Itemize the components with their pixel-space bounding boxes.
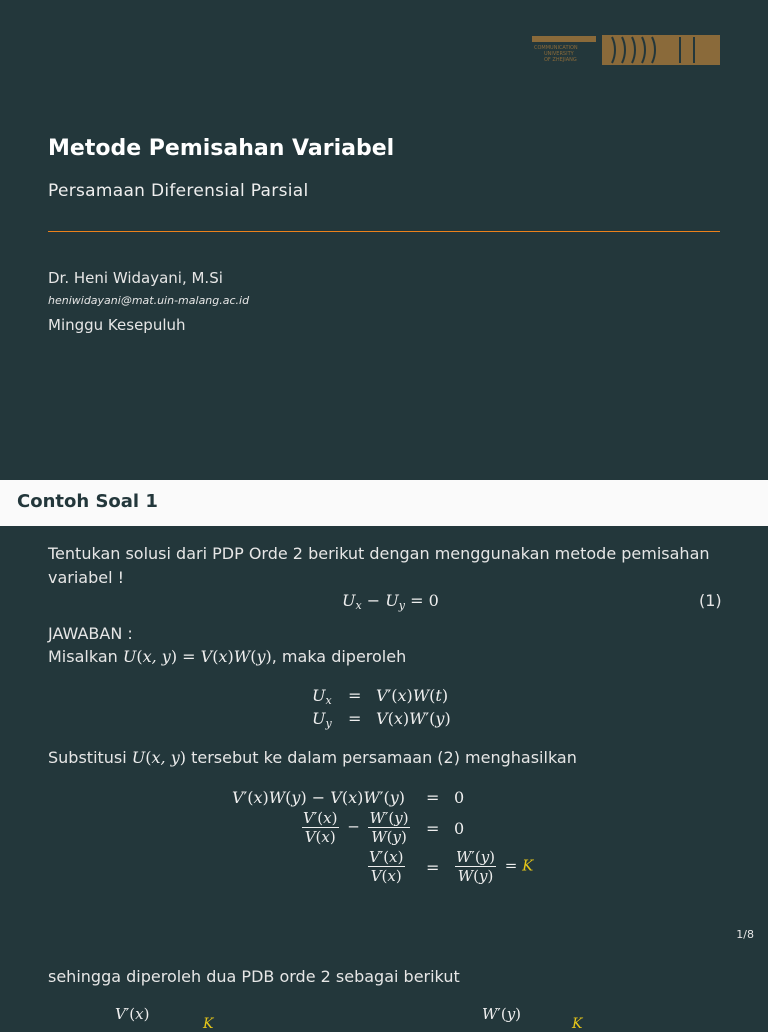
equals-sign: = bbox=[348, 686, 362, 705]
author-email: heniwidayani@mat.uin-malang.ac.id bbox=[48, 294, 250, 307]
derivative-uy: $U_y$ bbox=[312, 709, 332, 730]
derivative-uy-rhs: V(x)W′(y) bbox=[376, 709, 451, 728]
fraction-v: $\frac{V'(x)}{V(x)}$ bbox=[369, 848, 404, 885]
fraction-w: $\frac{W'(y)}{W(y)}$ bbox=[456, 848, 496, 885]
partial-constant-k: K bbox=[203, 1016, 214, 1032]
university-logo bbox=[530, 33, 720, 67]
zero-value: 0 bbox=[454, 788, 465, 807]
fraction-v-equals bbox=[364, 848, 408, 885]
u-of-xy: U(x, y) bbox=[131, 748, 187, 767]
substitusi-prefix: Substitusi bbox=[48, 748, 127, 767]
svg-text:UNIVERSITY: UNIVERSITY bbox=[544, 51, 574, 57]
zero-value: 0 bbox=[454, 819, 465, 838]
equals-sign: = bbox=[426, 788, 440, 807]
derivative-ux-rhs: V′(x)W(t) bbox=[376, 686, 449, 705]
equals-sign: = bbox=[348, 709, 362, 728]
week-label: Minggu Kesepuluh bbox=[48, 316, 186, 334]
equals-sign: = bbox=[426, 819, 440, 838]
partial-fraction-v: V′(x) bbox=[115, 1005, 150, 1023]
equation-1-number: (1) bbox=[699, 591, 722, 610]
fraction-difference: $\frac{V'(x)}{V(x)}$ − $\frac{W'(y)}{W(y)}$ bbox=[298, 809, 414, 846]
partial-constant-k: K bbox=[572, 1016, 583, 1032]
substituted-equation: V′(x)W(y) − V(x)W′(y) bbox=[232, 788, 406, 807]
fraction-w: $\frac{W'(y)}{W(y)}$ bbox=[369, 809, 409, 846]
problem-statement-line1: Tentukan solusi dari PDP Orde 2 berikut dengan menggunakan metode pemisahan bbox=[48, 544, 710, 563]
separation-ansatz: U(x, y) = V(x)W(y) bbox=[122, 647, 272, 666]
frame-title: Contoh Soal 1 bbox=[17, 491, 158, 512]
page-number: 1/8 bbox=[736, 928, 754, 941]
fraction-v: $\frac{V'(x)}{V(x)}$ bbox=[303, 809, 338, 846]
separation-constant: K bbox=[522, 856, 534, 875]
next-frame-text: sehingga diperoleh dua PDB orde 2 sebagai berikut bbox=[48, 967, 460, 986]
svg-text:COMMUNICATION: COMMUNICATION bbox=[534, 45, 578, 51]
derivative-ux: $U_x$ bbox=[312, 686, 332, 707]
substitusi-suffix: tersebut ke dalam persamaan (2) menghasilkan bbox=[191, 748, 577, 767]
misalkan-line bbox=[48, 647, 406, 666]
svg-text:OF ZHEJIANG: OF ZHEJIANG bbox=[544, 57, 577, 63]
presentation-title: Metode Pemisahan Variabel bbox=[48, 136, 395, 161]
author-name: Dr. Heni Widayani, M.Si bbox=[48, 269, 223, 287]
equation-1: $U_x - U_y = 0$ bbox=[342, 591, 439, 612]
title-divider bbox=[48, 231, 720, 232]
partial-fraction-w: W′(y) bbox=[482, 1005, 522, 1023]
misalkan-prefix: Misalkan bbox=[48, 647, 118, 666]
answer-label: JAWABAN : bbox=[48, 624, 133, 643]
fraction-w-equals-k: $\frac{W'(y)}{W(y)}$ = K bbox=[451, 848, 533, 885]
problem-statement-line2: variabel ! bbox=[48, 568, 125, 587]
presentation-subtitle: Persamaan Diferensial Parsial bbox=[48, 181, 309, 201]
misalkan-suffix: , maka diperoleh bbox=[271, 647, 407, 666]
equals-sign: = bbox=[426, 858, 440, 877]
substitusi-line bbox=[48, 748, 577, 767]
